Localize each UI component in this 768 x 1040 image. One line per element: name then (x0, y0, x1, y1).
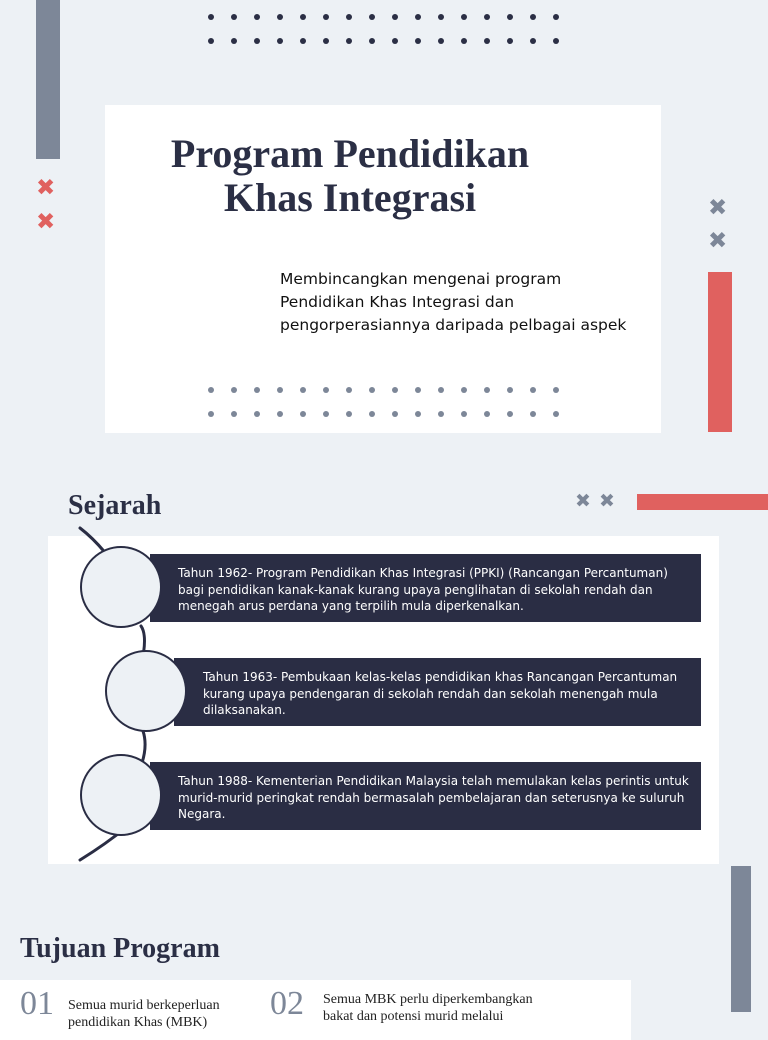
decor-dot (553, 387, 559, 393)
timeline-item (174, 658, 701, 726)
decor-bar-top-left (36, 0, 60, 159)
decor-dot (392, 14, 398, 20)
decor-dot (461, 411, 467, 417)
goal-number: 02 (270, 985, 304, 1022)
decor-dot (484, 14, 490, 20)
decor-dot (231, 411, 237, 417)
decor-dot (461, 387, 467, 393)
cross-icon: ✖ (708, 195, 728, 221)
decor-dot (461, 14, 467, 20)
timeline-text: Tahun 1963- Pembukaan kelas-kelas pendidikan khas Rancangan Percantuman kurang upaya pendengaran di sekolah rendah dan sekolah menengah mula dilaksanakan. (203, 670, 678, 717)
timeline-item (150, 762, 701, 830)
decor-bar-right-vertical (708, 272, 732, 432)
decor-dot-grid (208, 387, 559, 417)
decor-dot (461, 38, 467, 44)
decor-dot (507, 387, 513, 393)
decor-dot (553, 38, 559, 44)
decor-dot (254, 387, 260, 393)
decor-dot (553, 14, 559, 20)
decor-dot (415, 14, 421, 20)
decor-dot (323, 14, 329, 20)
decor-dot (438, 411, 444, 417)
decor-dot (254, 411, 260, 417)
decor-dot (530, 38, 536, 44)
goal-line: Semua murid berkeperluan (68, 998, 220, 1013)
decor-dot (484, 387, 490, 393)
decor-bar-bottom-right (731, 866, 751, 1012)
decor-dot-grid (208, 14, 559, 44)
decor-dot (369, 387, 375, 393)
decor-dot (254, 14, 260, 20)
decor-dot (277, 411, 283, 417)
decor-dot (369, 38, 375, 44)
subtitle-line: Membincangkan mengenai program (280, 270, 562, 288)
subtitle-line: pengorperasiannya daripada pelbagai aspek (280, 316, 627, 334)
timeline-item (150, 554, 701, 622)
decor-dot (231, 14, 237, 20)
timeline-text: Tahun 1962- Program Pendidikan Khas Integrasi (PPKI) (Rancangan Percantuman) bagi pendidikan kanak-kanak kurang upaya penglihatan di sekolah rendah dan menegah arus perdana yang terpilih mula diperkenalkan. (178, 566, 668, 613)
goal-text (323, 991, 583, 1025)
cross-icon: ✖ (36, 175, 56, 201)
decor-dot (415, 411, 421, 417)
decor-dot (277, 387, 283, 393)
cross-icon: ✖ (36, 209, 56, 235)
decor-dot (507, 38, 513, 44)
decor-dot (346, 14, 352, 20)
decor-dot (392, 387, 398, 393)
decor-dot (277, 38, 283, 44)
goal-line: Semua MBK perlu diperkembangkan (323, 992, 533, 1007)
decor-dot (392, 38, 398, 44)
decor-dot (208, 411, 214, 417)
decor-dot (208, 38, 214, 44)
decor-dot (208, 14, 214, 20)
subtitle-line: Pendidikan Khas Integrasi dan (280, 293, 515, 311)
cross-icon: ✖ (708, 228, 728, 254)
decor-dot (553, 411, 559, 417)
decor-dot (392, 411, 398, 417)
cross-icon: ✖ (575, 490, 591, 512)
decor-dot (530, 14, 536, 20)
decor-dot (484, 38, 490, 44)
timeline-text: Tahun 1988- Kementerian Pendidikan Malaysia telah memulakan kelas perintis untuk murid-murid peringkat rendah bermasalah pembelajaran dan seterusnya ke suluruh Negara. (178, 774, 689, 821)
timeline-circle (80, 754, 162, 836)
decor-dot (530, 387, 536, 393)
decor-dot (530, 411, 536, 417)
decor-dot (300, 387, 306, 393)
decor-dot (438, 387, 444, 393)
decor-dot (323, 411, 329, 417)
page-title (105, 132, 595, 220)
decor-dot (208, 387, 214, 393)
section-heading-sejarah: Sejarah (68, 490, 162, 521)
decor-dot (507, 411, 513, 417)
decor-dot (323, 387, 329, 393)
decor-dot (277, 14, 283, 20)
decor-dot (507, 14, 513, 20)
decor-dot (231, 38, 237, 44)
goal-number: 01 (20, 985, 54, 1022)
goal-text (68, 997, 258, 1031)
decor-dot (438, 14, 444, 20)
cross-icon: ✖ (599, 490, 615, 512)
decor-dot (346, 411, 352, 417)
decor-dot (300, 38, 306, 44)
goal-line: bakat dan potensi murid melalui (323, 1009, 504, 1024)
title-line: Khas Integrasi (223, 175, 477, 220)
title-line: Program Pendidikan (170, 131, 530, 176)
decor-dot (369, 14, 375, 20)
section-heading-tujuan: Tujuan Program (20, 933, 220, 964)
decor-dot (254, 38, 260, 44)
decor-dot (438, 38, 444, 44)
decor-dot (415, 387, 421, 393)
decor-dot (346, 387, 352, 393)
decor-dot (369, 411, 375, 417)
decor-dot (484, 411, 490, 417)
decor-bar-right-horizontal (637, 494, 768, 510)
decor-dot (346, 38, 352, 44)
goal-line: pendidikan Khas (MBK) (68, 1015, 208, 1030)
timeline-circle (80, 546, 162, 628)
decor-dot (300, 14, 306, 20)
decor-dot (323, 38, 329, 44)
timeline-circle (105, 650, 187, 732)
decor-dot (415, 38, 421, 44)
decor-dot (231, 387, 237, 393)
page-subtitle (280, 268, 640, 337)
decor-dot (300, 411, 306, 417)
